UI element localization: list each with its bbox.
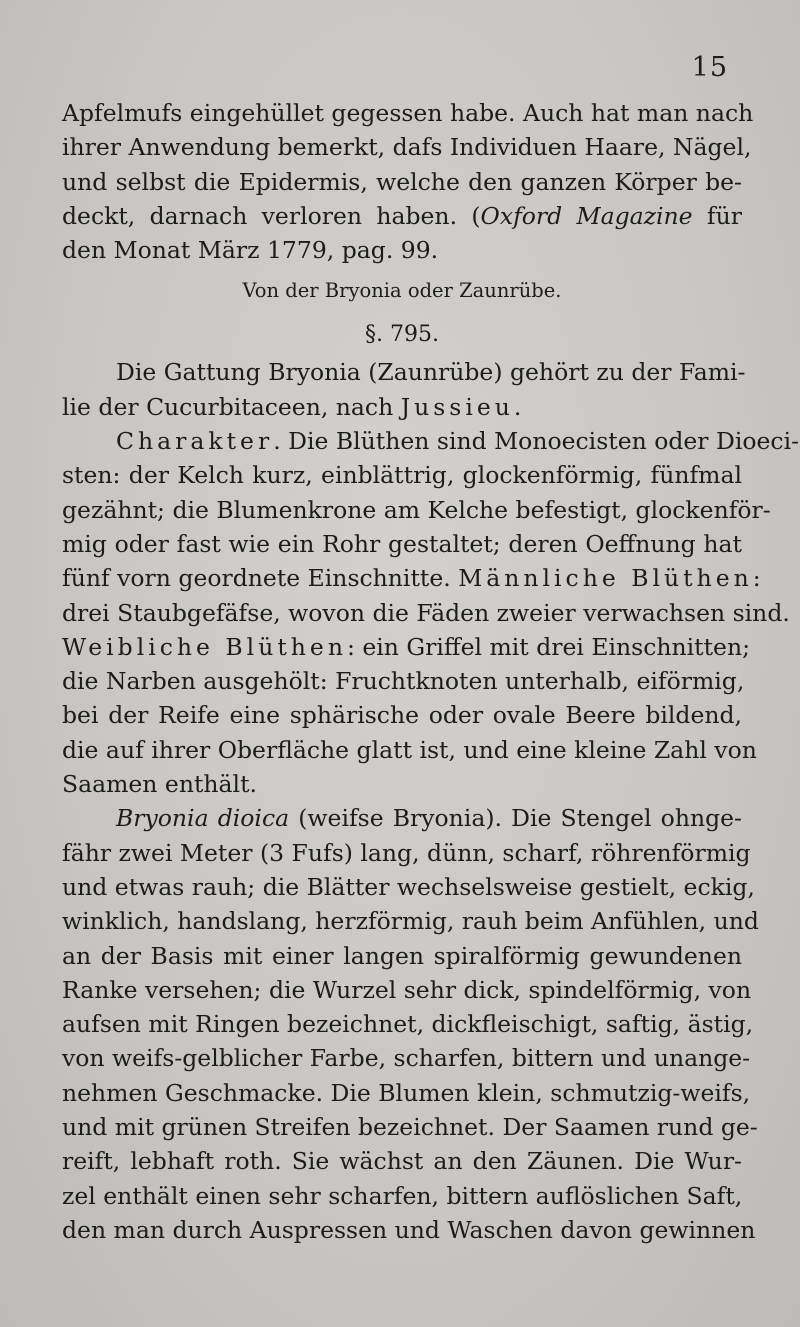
text-line	[62, 767, 742, 801]
italic-text: Bryonia dioica	[116, 804, 290, 833]
section-number	[62, 315, 742, 355]
text-line	[62, 390, 742, 424]
text-line	[62, 1007, 754, 1041]
spaced-emphasis: Weibliche Blüthen	[62, 632, 347, 661]
text-segment: den Monat März 1779, pag. 99.	[62, 236, 439, 265]
text-line	[62, 1213, 756, 1247]
text-segment: (weifse Bryonia). Die Stengel ohnge-	[289, 804, 742, 833]
text-line	[62, 1110, 758, 1144]
text-line	[62, 836, 751, 870]
text-line	[62, 1144, 742, 1178]
text-segment: gezähnt; die Blumenkrone am Kelche befestigt, glockenför-	[62, 495, 771, 524]
text-segment: : ein Griffel mit drei Einschnitten;	[346, 632, 751, 661]
text-line	[62, 96, 754, 130]
page-body	[62, 96, 800, 1247]
text-segment: Saamen enthält.	[62, 770, 257, 799]
text-segment: Die Gattung Bryonia (Zaunrübe) gehört zu der Fami-	[116, 358, 746, 387]
text-line	[62, 527, 742, 561]
text-segment: deckt, darnach verloren haben. (	[62, 201, 481, 230]
text-line	[62, 1076, 751, 1110]
text-line	[62, 424, 800, 458]
text-segment: und mit grünen Streifen bezeichnet. Der Saamen rund ge-	[62, 1113, 758, 1142]
text-line	[62, 165, 742, 199]
text-segment: den man durch Auspressen und Waschen davon gewinnen	[62, 1215, 756, 1244]
page-number: 15	[691, 52, 728, 83]
text-line	[62, 1041, 751, 1075]
text-segment: :	[752, 564, 761, 593]
text-segment: Ranke versehen; die Wurzel sehr dick, spindelförmig, von	[62, 975, 752, 1004]
text-segment: §. 795.	[365, 322, 439, 348]
text-line	[62, 698, 742, 732]
text-segment: und selbst die Epidermis, welche den ganzen Körper be-	[62, 167, 742, 196]
text-segment: mig oder fast wie ein Rohr gestaltet; deren Oeffnung hat	[62, 529, 742, 558]
text-segment: Von der Bryonia oder Zaunrübe.	[242, 279, 562, 303]
text-segment: zel enthält einen sehr scharfen, bittern auflöslichen Saft,	[62, 1181, 743, 1210]
spaced-emphasis: Jussieu	[400, 392, 514, 421]
text-segment: aufsen mit Ringen bezeichnet, dickfleischigt, saftig, ästig,	[62, 1010, 754, 1039]
text-segment: reift, lebhaft roth. Sie wächst an den Zäunen. Die Wur-	[62, 1147, 742, 1176]
text-segment: Apfelmufs eingehüllet gegessen habe. Auch hat man nach	[62, 99, 754, 127]
text-line	[62, 973, 752, 1007]
text-line	[62, 493, 771, 527]
section-heading	[62, 267, 742, 315]
text-line	[62, 664, 745, 698]
text-segment: winklich, handslang, herzförmig, rauh beim Anfühlen, und	[62, 907, 759, 936]
text-segment: von weifs-gelblicher Farbe, scharfen, bittern und unange-	[62, 1044, 751, 1073]
text-line	[62, 355, 746, 389]
text-line	[62, 596, 790, 630]
text-segment: fähr zwei Meter (3 Fufs) lang, dünn, scharf, röhrenförmig	[62, 838, 751, 867]
spaced-emphasis: Männliche Blüthen	[458, 564, 753, 593]
text-line	[62, 561, 761, 595]
text-segment: die Narben ausgehölt: Fruchtknoten unterhalb, eiförmig,	[62, 667, 745, 696]
text-line	[62, 733, 757, 767]
text-line	[62, 130, 752, 164]
text-segment: .	[513, 392, 522, 421]
text-line	[62, 458, 742, 492]
text-line	[62, 1179, 742, 1213]
text-segment: lie der Cucurbitaceen, nach	[62, 392, 401, 421]
text-line	[62, 630, 751, 664]
text-segment: und etwas rauh; die Blätter wechselsweise gestielt, eckig,	[62, 872, 755, 901]
text-segment: drei Staubgefäfse, wovon die Fäden zweier verwachsen sind.	[62, 598, 790, 627]
text-segment: fünf vorn geordnete Einschnitte.	[62, 564, 459, 593]
spaced-emphasis: Charakter	[116, 427, 274, 456]
text-segment: ihrer Anwendung bemerkt, dafs Individuen Haare, Nägel,	[62, 133, 752, 162]
text-segment: an der Basis mit einer langen spiralförmig gewundenen	[62, 941, 742, 970]
text-segment: für	[692, 201, 742, 230]
text-segment: sten: der Kelch kurz, einblättrig, glockenförmig, fünfmal	[62, 461, 742, 490]
text-segment: bei der Reife eine sphärische oder ovale Beere bildend,	[62, 701, 742, 730]
text-segment: die auf ihrer Oberfläche glatt ist, und eine kleine Zahl von	[62, 735, 757, 764]
text-line	[62, 904, 759, 938]
text-line	[62, 199, 742, 233]
italic-text: Oxford Magazine	[480, 201, 693, 230]
text-segment: nehmen Geschmacke. Die Blumen klein, schmutzig-weifs,	[62, 1078, 751, 1107]
text-line	[62, 801, 742, 835]
text-line	[62, 870, 755, 904]
text-segment: . Die Blüthen sind Monoecisten oder Dioeci-	[273, 427, 800, 456]
text-line	[62, 939, 742, 973]
text-line	[62, 233, 742, 267]
